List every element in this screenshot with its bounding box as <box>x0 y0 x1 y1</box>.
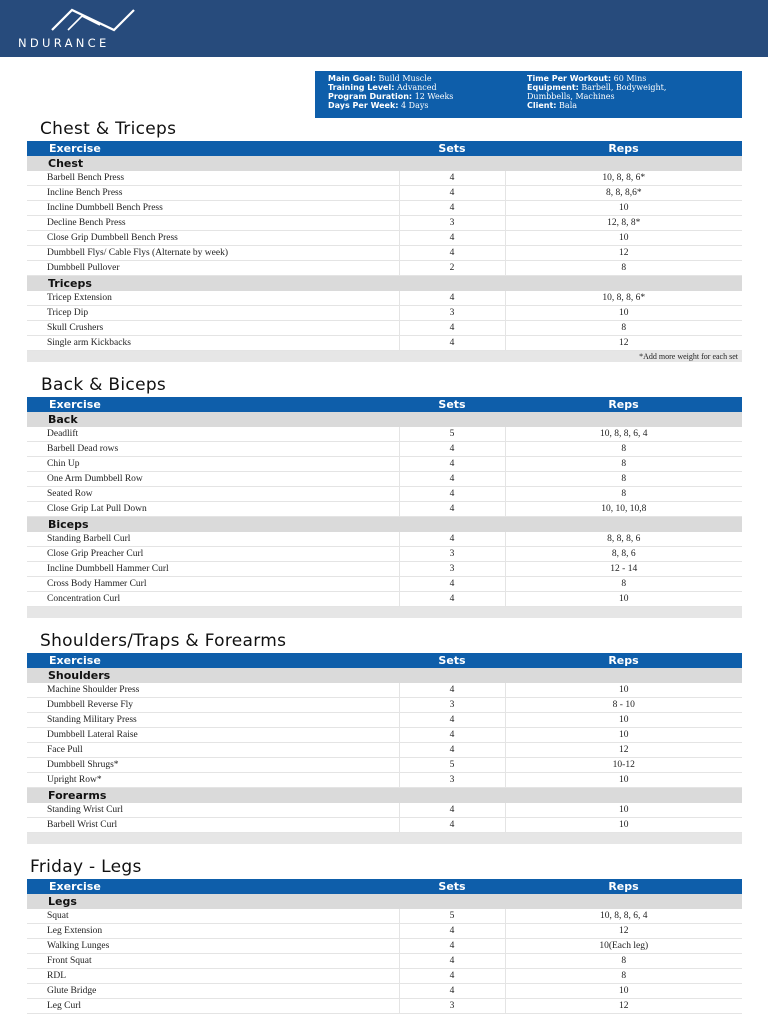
exercise-name: Front Squat <box>27 954 399 969</box>
exercise-row <box>27 562 742 577</box>
exercise-reps: 8 <box>505 472 742 487</box>
table-header <box>27 141 742 156</box>
exercise-row <box>27 186 742 201</box>
exercise-sets: 4 <box>399 321 505 336</box>
exercise-name: Cross Body Hammer Curl <box>27 577 399 592</box>
group-name: Back <box>27 412 742 427</box>
exercise-name: Incline Dumbbell Bench Press <box>27 201 399 216</box>
exercise-row <box>27 984 742 999</box>
exercise-sets: 4 <box>399 532 505 547</box>
exercise-reps: 8 <box>505 442 742 457</box>
exercise-row <box>27 698 742 713</box>
exercise-name: Barbell Dead rows <box>27 442 399 457</box>
exercise-row <box>27 487 742 502</box>
exercise-name: Walking Lunges <box>27 939 399 954</box>
exercise-sets: 5 <box>399 909 505 924</box>
exercise-sets: 3 <box>399 216 505 231</box>
table-footer-row <box>27 607 742 619</box>
group-name: Chest <box>27 156 742 171</box>
equipment: Equipment: Barbell, Bodyweight, <box>527 83 667 92</box>
group-header-row <box>27 668 742 683</box>
client: Client: Bala <box>527 101 578 110</box>
exercise-reps: 10 <box>505 728 742 743</box>
workout-table-shoulders-forearms <box>27 653 742 844</box>
section-title-shoulders-forearms: Shoulders/Traps & Forearms <box>40 631 287 651</box>
exercise-sets: 4 <box>399 171 505 186</box>
exercise-reps: 12 <box>505 999 742 1014</box>
exercise-row <box>27 502 742 517</box>
sets-header: Sets <box>399 879 505 894</box>
exercise-name: Concentration Curl <box>27 592 399 607</box>
exercise-row <box>27 999 742 1014</box>
exercise-row <box>27 306 742 321</box>
workout-table-back-biceps <box>27 397 742 618</box>
exercise-row <box>27 231 742 246</box>
exercise-reps: 10 <box>505 803 742 818</box>
equipment-continued: Dumbbells, Machines <box>527 92 615 101</box>
group-name: Forearms <box>27 788 742 804</box>
exercise-name: Dumbbell Flys/ Cable Flys (Alternate by week) <box>27 246 399 261</box>
exercise-row <box>27 472 742 487</box>
exercise-row <box>27 246 742 261</box>
exercise-row <box>27 954 742 969</box>
exercise-row <box>27 336 742 351</box>
exercise-reps: 10, 8, 8, 6, 4 <box>505 909 742 924</box>
exercise-row <box>27 939 742 954</box>
workout-table-chest-triceps <box>27 141 742 362</box>
exercise-sets: 4 <box>399 472 505 487</box>
exercise-name: Dumbbell Shrugs* <box>27 758 399 773</box>
exercise-header: Exercise <box>27 141 399 156</box>
exercise-sets: 5 <box>399 427 505 442</box>
exercise-row <box>27 427 742 442</box>
exercise-sets: 4 <box>399 954 505 969</box>
sets-header: Sets <box>399 141 505 156</box>
exercise-reps: 8 <box>505 457 742 472</box>
exercise-name: Standing Barbell Curl <box>27 532 399 547</box>
exercise-name: Deadlift <box>27 427 399 442</box>
exercise-sets: 4 <box>399 442 505 457</box>
table-note-row <box>27 351 742 363</box>
group-name: Triceps <box>27 276 742 292</box>
exercise-row <box>27 818 742 833</box>
exercise-sets: 4 <box>399 502 505 517</box>
exercise-sets: 2 <box>399 261 505 276</box>
exercise-sets: 4 <box>399 186 505 201</box>
group-name: Biceps <box>27 517 742 533</box>
exercise-reps: 12, 8, 8* <box>505 216 742 231</box>
days-per-week: Days Per Week: 4 Days <box>328 101 429 110</box>
group-header-row <box>27 517 742 533</box>
workout-table-legs <box>27 879 742 1014</box>
exercise-name: Seated Row <box>27 487 399 502</box>
exercise-sets: 4 <box>399 683 505 698</box>
exercise-reps: 10 <box>505 683 742 698</box>
exercise-reps: 8 <box>505 954 742 969</box>
group-header-row <box>27 276 742 292</box>
exercise-name: Decline Bench Press <box>27 216 399 231</box>
exercise-name: Close Grip Preacher Curl <box>27 547 399 562</box>
exercise-sets: 4 <box>399 969 505 984</box>
exercise-header: Exercise <box>27 879 399 894</box>
exercise-row <box>27 969 742 984</box>
exercise-reps: 8, 8, 8,6* <box>505 186 742 201</box>
exercise-reps: 8 <box>505 261 742 276</box>
exercise-sets: 4 <box>399 818 505 833</box>
exercise-reps: 10-12 <box>505 758 742 773</box>
exercise-reps: 8 <box>505 321 742 336</box>
exercise-reps: 8 - 10 <box>505 698 742 713</box>
exercise-name: RDL <box>27 969 399 984</box>
group-name: Shoulders <box>27 668 742 683</box>
training-level: Training Level: Advanced <box>328 83 437 92</box>
exercise-reps: 8 <box>505 577 742 592</box>
exercise-reps: 10(Each leg) <box>505 939 742 954</box>
exercise-row <box>27 803 742 818</box>
program-duration: Program Duration: 12 Weeks <box>328 92 454 101</box>
exercise-row <box>27 291 742 306</box>
exercise-sets: 4 <box>399 246 505 261</box>
exercise-name: Barbell Bench Press <box>27 171 399 186</box>
exercise-name: Incline Dumbbell Hammer Curl <box>27 562 399 577</box>
exercise-sets: 3 <box>399 999 505 1014</box>
sets-header: Sets <box>399 397 505 412</box>
exercise-reps: 10, 8, 8, 6* <box>505 171 742 186</box>
exercise-row <box>27 683 742 698</box>
sets-header: Sets <box>399 653 505 668</box>
exercise-sets: 4 <box>399 336 505 351</box>
exercise-sets: 4 <box>399 728 505 743</box>
table-footer <box>27 607 742 619</box>
section-title-back-biceps: Back & Biceps <box>41 375 167 395</box>
exercise-reps: 10, 10, 10,8 <box>505 502 742 517</box>
weight-note: *Add more weight for each set <box>27 351 742 363</box>
exercise-row <box>27 321 742 336</box>
exercise-reps: 10 <box>505 201 742 216</box>
exercise-sets: 4 <box>399 939 505 954</box>
section-title-chest-triceps: Chest & Triceps <box>40 119 177 139</box>
reps-header: Reps <box>505 397 742 412</box>
exercise-row <box>27 457 742 472</box>
exercise-sets: 4 <box>399 803 505 818</box>
exercise-reps: 10 <box>505 818 742 833</box>
exercise-sets: 4 <box>399 487 505 502</box>
exercise-name: Barbell Wrist Curl <box>27 818 399 833</box>
exercise-sets: 4 <box>399 457 505 472</box>
table-header <box>27 879 742 894</box>
exercise-name: Tricep Dip <box>27 306 399 321</box>
exercise-row <box>27 577 742 592</box>
exercise-name: Standing Military Press <box>27 713 399 728</box>
section-title-legs: Friday - Legs <box>30 857 142 877</box>
exercise-row <box>27 442 742 457</box>
time-per-workout: Time Per Workout: 60 Mins <box>527 74 647 83</box>
exercise-reps: 10 <box>505 306 742 321</box>
exercise-name: Incline Bench Press <box>27 186 399 201</box>
exercise-reps: 10, 8, 8, 6* <box>505 291 742 306</box>
exercise-sets: 4 <box>399 592 505 607</box>
exercise-name: One Arm Dumbbell Row <box>27 472 399 487</box>
exercise-reps: 10, 8, 8, 6, 4 <box>505 427 742 442</box>
exercise-row <box>27 261 742 276</box>
exercise-name: Dumbbell Lateral Raise <box>27 728 399 743</box>
table-footer-row <box>27 833 742 845</box>
exercise-sets: 4 <box>399 201 505 216</box>
exercise-row <box>27 773 742 788</box>
exercise-name: Dumbbell Pullover <box>27 261 399 276</box>
exercise-reps: 10 <box>505 592 742 607</box>
exercise-reps: 10 <box>505 773 742 788</box>
group-header-row <box>27 894 742 909</box>
exercise-reps: 8, 8, 8, 6 <box>505 532 742 547</box>
table-header <box>27 653 742 668</box>
exercise-sets: 4 <box>399 924 505 939</box>
exercise-row <box>27 743 742 758</box>
exercise-sets: 5 <box>399 758 505 773</box>
group-header-row <box>27 412 742 427</box>
exercise-sets: 3 <box>399 306 505 321</box>
exercise-reps: 8 <box>505 487 742 502</box>
exercise-row <box>27 547 742 562</box>
exercise-sets: 4 <box>399 713 505 728</box>
exercise-reps: 12 <box>505 743 742 758</box>
exercise-reps: 10 <box>505 231 742 246</box>
brand-name: NDURANCE <box>18 36 110 50</box>
exercise-sets: 3 <box>399 773 505 788</box>
reps-header: Reps <box>505 141 742 156</box>
exercise-sets: 4 <box>399 743 505 758</box>
exercise-row <box>27 728 742 743</box>
group-header-row <box>27 788 742 804</box>
header-bar <box>0 0 768 57</box>
exercise-row <box>27 201 742 216</box>
exercise-reps: 10 <box>505 713 742 728</box>
table-footer <box>27 833 742 845</box>
exercise-name: Leg Extension <box>27 924 399 939</box>
exercise-sets: 4 <box>399 577 505 592</box>
exercise-name: Machine Shoulder Press <box>27 683 399 698</box>
exercise-row <box>27 592 742 607</box>
exercise-name: Single arm Kickbacks <box>27 336 399 351</box>
exercise-reps: 12 <box>505 246 742 261</box>
exercise-name: Chin Up <box>27 457 399 472</box>
exercise-name: Glute Bridge <box>27 984 399 999</box>
reps-header: Reps <box>505 879 742 894</box>
exercise-sets: 3 <box>399 562 505 577</box>
exercise-reps: 12 <box>505 336 742 351</box>
exercise-reps: 10 <box>505 984 742 999</box>
exercise-row <box>27 909 742 924</box>
group-name: Legs <box>27 894 742 909</box>
exercise-header: Exercise <box>27 653 399 668</box>
program-info-box <box>315 71 742 118</box>
exercise-reps: 12 - 14 <box>505 562 742 577</box>
exercise-name: Standing Wrist Curl <box>27 803 399 818</box>
reps-header: Reps <box>505 653 742 668</box>
exercise-reps: 8, 8, 6 <box>505 547 742 562</box>
exercise-sets: 4 <box>399 231 505 246</box>
exercise-name: Close Grip Lat Pull Down <box>27 502 399 517</box>
exercise-name: Dumbbell Reverse Fly <box>27 698 399 713</box>
exercise-row <box>27 758 742 773</box>
exercise-sets: 3 <box>399 698 505 713</box>
exercise-reps: 12 <box>505 924 742 939</box>
exercise-sets: 3 <box>399 547 505 562</box>
exercise-row <box>27 171 742 186</box>
table-header <box>27 397 742 412</box>
exercise-name: Face Pull <box>27 743 399 758</box>
exercise-sets: 4 <box>399 291 505 306</box>
exercise-name: Skull Crushers <box>27 321 399 336</box>
exercise-header: Exercise <box>27 397 399 412</box>
exercise-name: Squat <box>27 909 399 924</box>
exercise-name: Tricep Extension <box>27 291 399 306</box>
exercise-row <box>27 532 742 547</box>
main-goal: Main Goal: Build Muscle <box>328 74 432 83</box>
group-header-row <box>27 156 742 171</box>
exercise-name: Leg Curl <box>27 999 399 1014</box>
exercise-row <box>27 713 742 728</box>
ndurance-logo-icon <box>50 8 136 32</box>
exercise-row <box>27 216 742 231</box>
exercise-reps: 8 <box>505 969 742 984</box>
exercise-name: Close Grip Dumbbell Bench Press <box>27 231 399 246</box>
exercise-sets: 4 <box>399 984 505 999</box>
exercise-name: Upright Row* <box>27 773 399 788</box>
exercise-row <box>27 924 742 939</box>
